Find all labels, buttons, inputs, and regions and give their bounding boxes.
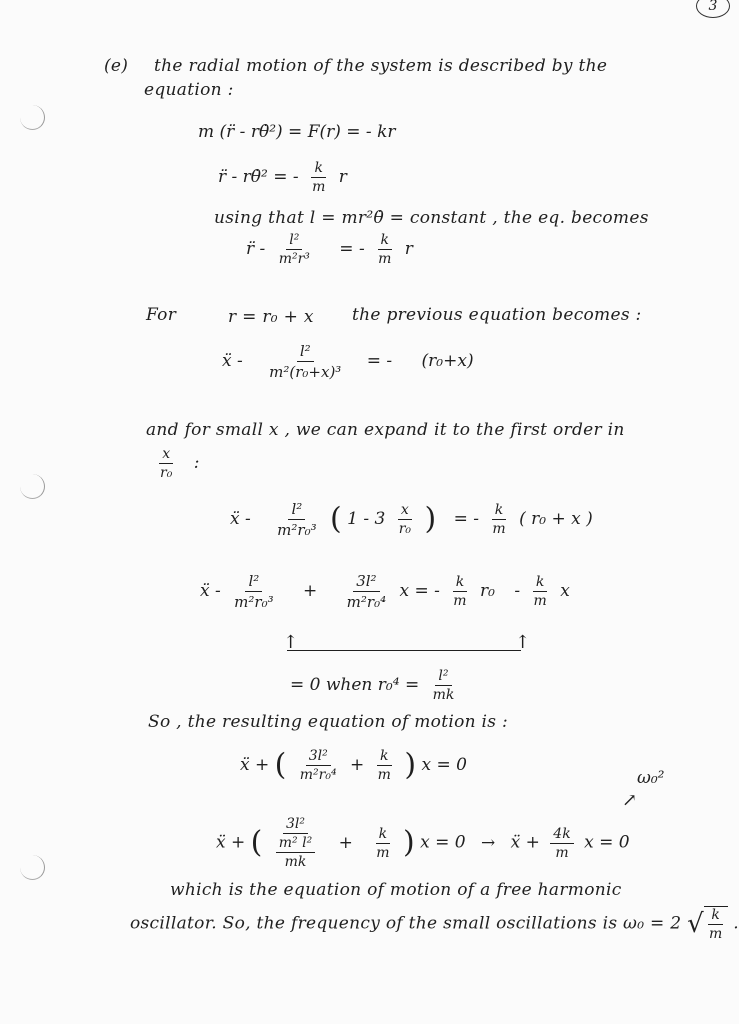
ratio-fraction <box>157 446 175 481</box>
eq8-t1-num: 3l² <box>283 816 308 834</box>
conclusion-period: . <box>733 913 739 934</box>
bracket-line <box>287 650 521 651</box>
condition-lhs: = 0 when r₀⁴ = <box>290 675 420 695</box>
small-x-expansion-line: and for small x , we can expand it to the first order in <box>146 420 625 440</box>
eq7-term-1 <box>297 748 340 783</box>
eq8-final-fraction <box>550 826 573 861</box>
sqrt-fraction <box>706 907 726 942</box>
eq5-num2: k <box>492 502 506 520</box>
eq5-paren-open: ( <box>330 501 342 537</box>
eq8-t1-den <box>273 834 318 870</box>
eq8-final-den: m <box>555 844 569 861</box>
eq8-t1-den-num: m² l² <box>276 835 315 853</box>
eq8-paren-open: ( <box>250 825 263 860</box>
for-label: For <box>146 305 177 325</box>
bracket-arrow-left: ↑ <box>283 632 299 653</box>
eq3-lhs: r̈ - <box>246 239 266 259</box>
equation-of-motion <box>240 748 467 783</box>
eq3-mid: = - <box>339 239 365 259</box>
eq6-mid: x = - <box>399 581 440 601</box>
eq8-t2-den: m <box>376 844 390 861</box>
eq2-num: k <box>311 160 325 178</box>
equation-simplified <box>216 816 630 870</box>
eq8-rhs: x = 0 <box>420 832 466 853</box>
eq6-term-2 <box>344 572 389 611</box>
eq6-t3-den: m <box>453 593 467 609</box>
condition-den: mk <box>432 687 455 703</box>
eq6-t3-num: k <box>453 574 467 592</box>
eq8-nested-fraction <box>276 835 315 870</box>
eq5-inner-num: x <box>398 502 412 520</box>
eq6-term-4 <box>531 574 550 609</box>
eq5-lhs: ẍ - <box>230 509 251 529</box>
eq6-term-1 <box>231 572 276 611</box>
eq6-t1-num: l² <box>245 572 262 592</box>
resulting-equation-line: So , the resulting equation of motion is : <box>148 712 509 732</box>
eq3-den2: m <box>378 251 392 267</box>
page-number: 3 <box>696 0 730 18</box>
ratio-num: x <box>159 446 173 464</box>
intro-line-2: equation : <box>144 80 234 100</box>
eq3-num2: k <box>378 232 392 250</box>
intro-line-1: the radial motion of the system is described by the <box>154 56 608 76</box>
equation-expanded <box>200 572 570 611</box>
equation-radial-force: m (r̈ - rθ̇²) = F(r) = - kr <box>198 122 396 142</box>
eq2-lhs: r̈ - rθ̇² = - <box>218 167 299 187</box>
binder-hole-mark <box>20 474 45 499</box>
eq8-paren-close: ) <box>402 825 415 860</box>
eq4-rhs: (r₀+x) <box>421 351 474 371</box>
eq7-term-2 <box>375 748 394 783</box>
eq6-lhs: ẍ - <box>200 581 221 601</box>
ratio-colon: : <box>193 453 200 473</box>
eq4-lhs: ẍ - <box>222 351 243 371</box>
ratio-den: r₀ <box>160 465 173 481</box>
eq6-plus: + <box>303 581 318 601</box>
omega-squared-label: ω₀² <box>637 768 665 788</box>
eq5-den2: m <box>492 521 506 537</box>
eq8-arrow: → <box>480 832 496 853</box>
eq2-rhs: r <box>338 167 347 187</box>
eq3-fraction-1 <box>276 232 313 267</box>
eq4-den: m²(r₀+x)³ <box>269 363 342 381</box>
intro-label: (e) <box>104 56 129 76</box>
eq5-den: m²r₀³ <box>277 521 317 539</box>
small-x-ratio <box>152 446 199 481</box>
eq8-lhs: ẍ + <box>216 832 246 853</box>
equation-with-angular-momentum <box>246 232 413 267</box>
equation-radial-accel <box>218 160 347 195</box>
eq5-num: l² <box>288 500 305 520</box>
binder-hole-mark <box>20 105 45 130</box>
eq6-minus: - <box>514 581 521 601</box>
condition-fraction <box>430 668 458 703</box>
eq6-x: x <box>560 581 570 601</box>
eq5-inner-den: r₀ <box>398 521 412 537</box>
eq7-rhs: x = 0 <box>421 755 467 775</box>
frequency-sqrt <box>687 906 727 942</box>
bracket-arrow-right: ↑ <box>515 632 531 653</box>
binder-hole-mark <box>20 855 45 880</box>
eq3-rhs: r <box>404 239 413 259</box>
eq6-r0: r₀ <box>479 581 495 601</box>
eq7-t1-den: m²r₀⁴ <box>299 767 337 783</box>
eq6-t2-den: m²r₀⁴ <box>346 593 387 611</box>
eq5-inner: 1 - 3 <box>347 509 386 529</box>
sqrt-radical: √ <box>687 909 704 939</box>
conclusion-line-1: which is the equation of motion of a free harmonic <box>170 880 622 900</box>
eq7-paren-close: ) <box>404 747 417 783</box>
conclusion-text: oscillator. So, the frequency of the small oscillations is ω₀ = 2 <box>130 913 682 934</box>
eq8-term-2 <box>373 826 392 861</box>
eq8-term-1 <box>273 816 318 870</box>
eq8-final-rhs: x = 0 <box>584 832 630 853</box>
eq7-t2-den: m <box>377 767 391 783</box>
eq6-t2-num: 3l² <box>353 572 379 592</box>
omega-arrow: ↗ <box>622 790 638 811</box>
eq5-fraction-2 <box>489 502 508 537</box>
eq8-final-lhs: ẍ + <box>510 832 540 853</box>
eq8-plus: + <box>338 832 353 853</box>
eq4-mid: = - <box>366 351 393 371</box>
eq6-term-3 <box>450 574 469 609</box>
eq8-t1-den-den: mk <box>284 854 307 870</box>
eq5-fraction <box>274 500 319 539</box>
sqrt-den: m <box>708 926 723 942</box>
equation-first-order <box>230 500 593 539</box>
eq7-paren-open: ( <box>274 747 287 783</box>
eq6-t4-num: k <box>533 574 547 592</box>
eq5-rhs: ( r₀ + x ) <box>519 509 593 529</box>
eq3-den: m²r³ <box>278 251 310 267</box>
eq2-den: m <box>312 179 326 195</box>
sqrt-num: k <box>708 907 723 925</box>
eq7-plus: + <box>350 755 365 775</box>
using-angular-momentum-line: using that l = mr²θ̇ = constant , the eq. becomes <box>214 208 649 228</box>
eq5-mid: = - <box>453 509 479 529</box>
eq3-num: l² <box>286 232 302 250</box>
for-line-text: the previous equation becomes : <box>352 305 642 325</box>
conclusion-line-2 <box>130 906 739 942</box>
eq5-paren-close: ) <box>424 501 437 537</box>
eq7-lhs: ẍ + <box>240 755 270 775</box>
equation-substituted <box>222 342 474 381</box>
sqrt-radicand <box>704 906 728 942</box>
eq8-t2-num: k <box>376 826 390 844</box>
equilibrium-condition <box>290 668 462 703</box>
eq7-t1-num: 3l² <box>306 748 331 766</box>
eq8-final-num: 4k <box>550 826 573 844</box>
eq7-t2-num: k <box>377 748 391 766</box>
eq2-fraction <box>309 160 328 195</box>
eq4-fraction <box>266 342 344 381</box>
eq6-t1-den: m²r₀³ <box>234 593 274 611</box>
eq6-t4-den: m <box>533 593 547 609</box>
eq3-fraction-2 <box>375 232 394 267</box>
substitution: r = r₀ + x <box>228 307 314 327</box>
eq4-num: l² <box>297 342 314 362</box>
condition-num: l² <box>435 668 451 686</box>
eq5-inner-fraction <box>396 502 414 537</box>
